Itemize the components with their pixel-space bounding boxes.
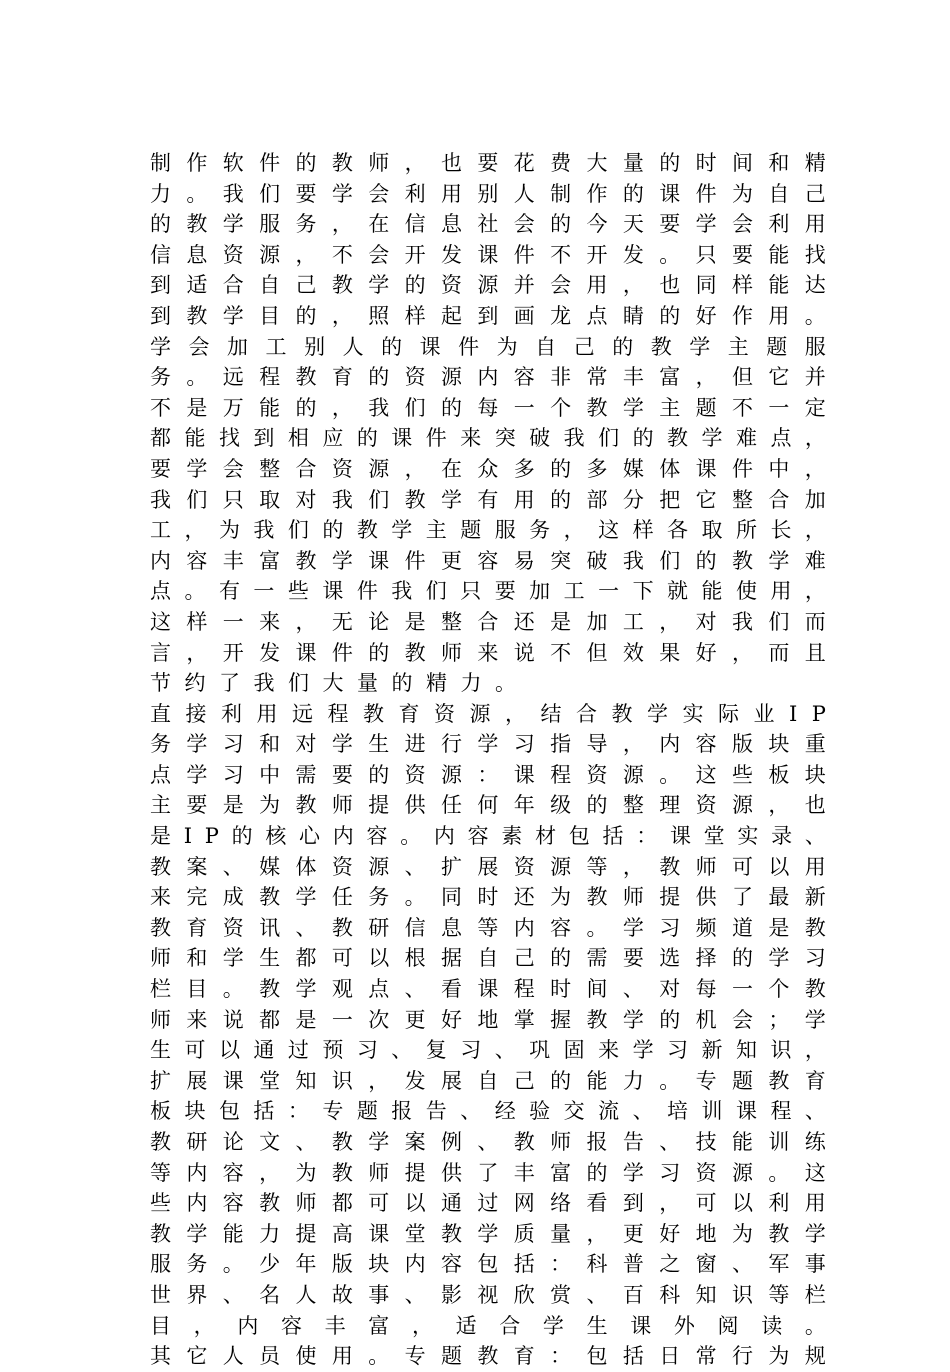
text-line: 世 界 、 名 人 故 事 、 影 视 欣 赏 、 百 科 知 识 等 栏: [150, 1282, 826, 1307]
text-line: 学 会 加 工 别 人 的 课 件 为 自 己 的 教 学 主 题 服: [150, 334, 826, 359]
text-line: 制 作 软 件 的 教 师 ， 也 要 花 费 大 量 的 时 间 和 精: [150, 151, 826, 175]
text-line: 些 内 容 教 师 都 可 以 通 过 网 络 看 到 ， 可 以 利 用: [150, 1191, 826, 1216]
text-line: 教 研 论 文 、 教 学 案 例 、 教 师 报 告 、 技 能 训 练: [150, 1130, 826, 1154]
text-line: 到 适 合 自 己 教 学 的 资 源 并 会 用 ， 也 同 样 能 达: [150, 273, 826, 298]
text-line: 等 内 容 ， 为 教 师 提 供 了 丰 富 的 学 习 资 源 。 这: [150, 1160, 826, 1185]
text-line: 教 学 能 力 提 高 课 堂 教 学 质 量 ， 更 好 地 为 教 学: [150, 1221, 826, 1246]
text-line: 主 要 是 为 教 师 提 供 任 何 年 级 的 整 理 资 源 ， 也: [150, 793, 826, 818]
text-line: 点 学 习 中 需 要 的 资 源 ： 课 程 资 源 。 这 些 板 块: [150, 762, 826, 787]
text-line: 是 I P 的 核 心 内 容 。 内 容 素 材 包 括 ： 课 堂 实 录 、: [150, 824, 826, 849]
text-line: 直 接 利 用 远 程 教 育 资 源 ， 结 合 教 学 实 际 业 I P: [150, 701, 826, 726]
text-line: 务 。 远 程 教 育 的 资 源 内 容 非 常 丰 富 ， 但 它 并: [150, 365, 826, 390]
text-line: 目 ， 内 容 丰 富 ， 适 合 学 生 课 外 阅 读 。: [150, 1313, 826, 1338]
text-line: 节 约 了 我 们 大 量 的 精 力 。: [150, 671, 516, 696]
text-line: 生 可 以 通 过 预 习 、 复 习 、 巩 固 来 学 习 新 知 识 ，: [150, 1038, 826, 1063]
text-line: 内 容 丰 富 教 学 课 件 更 容 易 突 破 我 们 的 教 学 难: [150, 548, 826, 573]
text-line: 都 能 找 到 相 应 的 课 件 来 突 破 我 们 的 教 学 难 点 ，: [150, 426, 826, 451]
text-line: 信 息 资 源 ， 不 会 开 发 课 件 不 开 发 。 只 要 能 找: [150, 242, 826, 267]
text-line: 栏 目 。 教 学 观 点 、 看 课 程 时 间 、 对 每 一 个 教: [150, 977, 826, 1002]
text-line: 要 学 会 整 合 资 源 ， 在 众 多 的 多 媒 体 课 件 中 ，: [150, 456, 826, 481]
text-line: 来 完 成 教 学 任 务 。 同 时 还 为 教 师 提 供 了 最 新: [150, 885, 826, 910]
text-line: 教 育 资 讯 、 教 研 信 息 等 内 容 。 学 习 频 道 是 教: [150, 915, 826, 940]
text-line: 务 学 习 和 对 学 生 进 行 学 习 指 导 ， 内 容 版 块 重: [150, 732, 826, 757]
text-line: 不 是 万 能 的 ， 我 们 的 每 一 个 教 学 主 题 不 一 定: [150, 395, 826, 420]
text-line: 扩 展 课 堂 知 识 ， 发 展 自 己 的 能 力 。 专 题 教 育: [150, 1068, 826, 1093]
text-line: 力 。 我 们 要 学 会 利 用 别 人 制 作 的 课 件 为 自 己: [150, 181, 826, 206]
body-text: [150, 148, 826, 1372]
text-line: 服 务 。 少 年 版 块 内 容 包 括 ： 科 普 之 窗 、 军 事: [150, 1252, 826, 1277]
text-line: 到 教 学 目 的 ， 照 样 起 到 画 龙 点 睛 的 好 作 用 。: [150, 303, 826, 328]
text-line: 其 它 人 员 使 用 。 专 题 教 育 ： 包 括 日 常 行 为 规: [150, 1344, 826, 1369]
text-line: 言 ， 开 发 课 件 的 教 师 来 说 不 但 效 果 好 ， 而 且: [150, 640, 826, 665]
text-line: 教 案 、 媒 体 资 源 、 扩 展 资 源 等 ， 教 师 可 以 用: [150, 854, 826, 879]
text-line: 师 和 学 生 都 可 以 根 据 自 己 的 需 要 选 择 的 学 习: [150, 946, 826, 971]
text-line: 的 教 学 服 务 ， 在 信 息 社 会 的 今 天 要 学 会 利 用: [150, 212, 826, 237]
text-line: 我 们 只 取 对 我 们 教 学 有 用 的 部 分 把 它 整 合 加: [150, 487, 826, 512]
text-line: 师 来 说 都 是 一 次 更 好 地 掌 握 教 学 的 机 会 ； 学: [150, 1007, 826, 1032]
text-line: 板 块 包 括 ： 专 题 报 告 、 经 验 交 流 、 培 训 课 程 、: [150, 1099, 826, 1124]
text-line: 这 样 一 来 ， 无 论 是 整 合 还 是 加 工 ， 对 我 们 而: [150, 609, 826, 634]
text-line: 工 ， 为 我 们 的 教 学 主 题 服 务 ， 这 样 各 取 所 长 ，: [150, 518, 826, 543]
text-line: 点 。 有 一 些 课 件 我 们 只 要 加 工 一 下 就 能 使 用 ，: [150, 579, 826, 604]
